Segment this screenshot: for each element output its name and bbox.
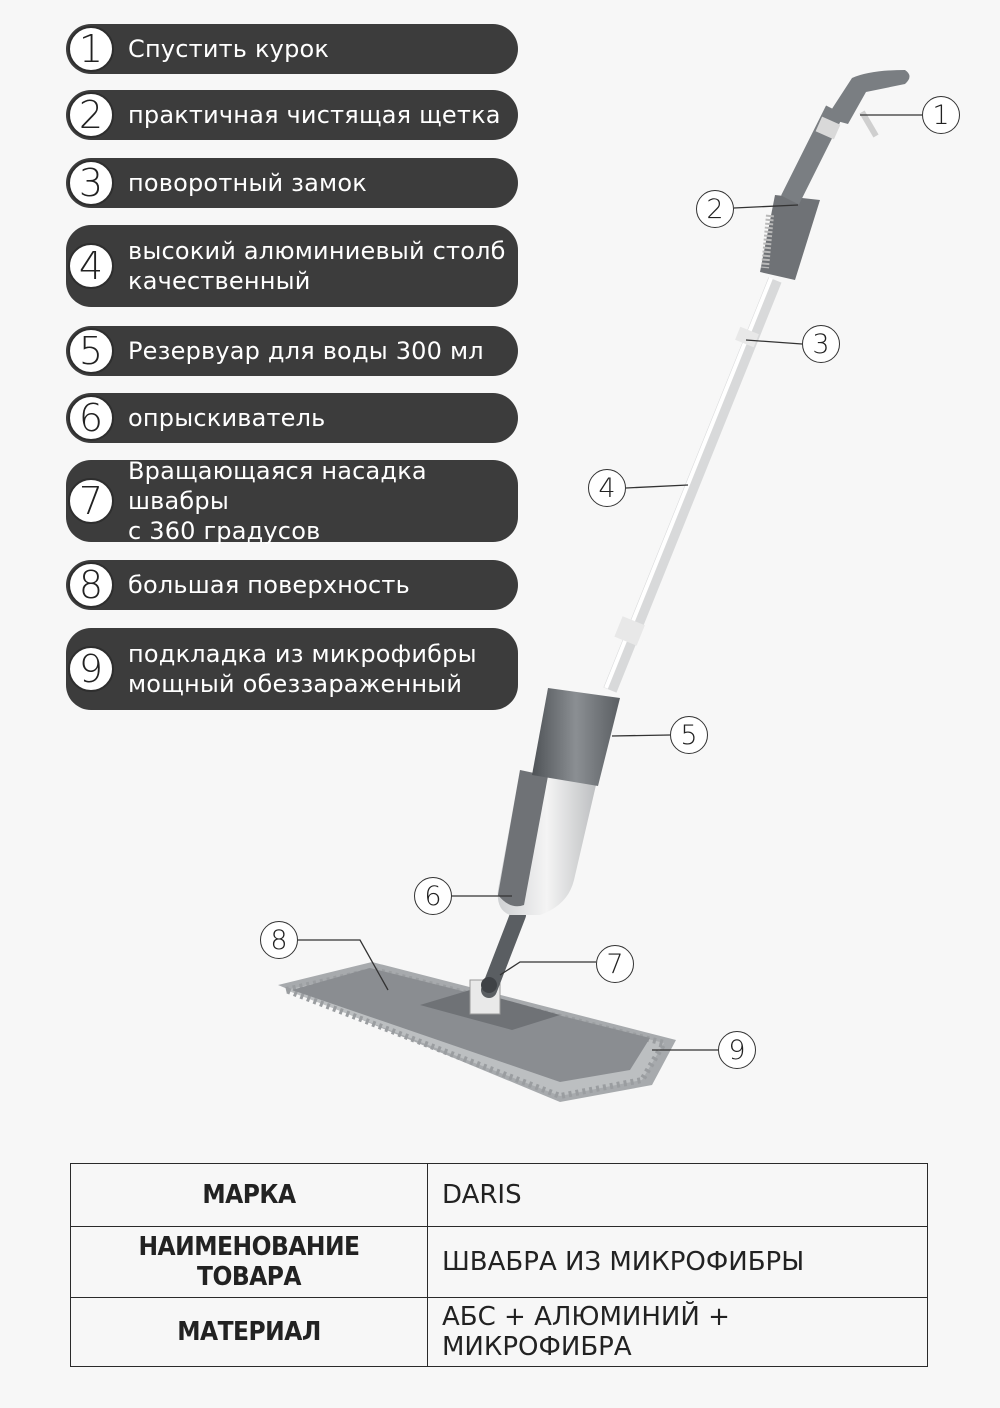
feature-line: опрыскиватель	[128, 404, 326, 432]
callout-3: 3	[802, 325, 840, 363]
feature-number-badge: 3	[68, 160, 114, 206]
feature-line: практичная чистящая щетка	[128, 101, 501, 129]
feature-number-badge: 9	[68, 646, 114, 692]
feature-line: Вращающаяся насадка швабры	[128, 457, 427, 515]
feature-line: Резервуар для воды 300 мл	[128, 337, 484, 365]
spec-label: МАРКА	[71, 1164, 428, 1227]
feature-number-badge: 8	[68, 562, 114, 608]
feature-number-badge: 6	[68, 395, 114, 441]
feature-line: поворотный замок	[128, 169, 367, 197]
feature-number-badge: 2	[68, 92, 114, 138]
callout-7: 7	[596, 945, 634, 983]
spec-table	[70, 1163, 928, 1367]
table-row	[71, 1227, 928, 1298]
feature-line: высокий алюминиевый столб	[128, 237, 506, 265]
callout-4: 4	[588, 469, 626, 507]
feature-line: большая поверхность	[128, 571, 410, 599]
feature-line: с 360 градусов	[128, 517, 321, 545]
feature-number-badge: 7	[68, 478, 114, 524]
spec-label: МАТЕРИАЛ	[71, 1298, 428, 1367]
callout-6: 6	[414, 877, 452, 915]
spec-value: АБС + АЛЮМИНИЙ + МИКРОФИБРА	[428, 1298, 928, 1367]
feature-line: качественный	[128, 267, 311, 295]
feature-number-badge: 1	[68, 26, 114, 72]
callout-2: 2	[696, 190, 734, 228]
table-row	[71, 1164, 928, 1227]
spec-value: ШВАБРА ИЗ МИКРОФИБРЫ	[428, 1227, 928, 1298]
callout-leader-lines	[298, 115, 922, 1050]
feature-number-badge: 4	[68, 243, 114, 289]
spec-value: DARIS	[428, 1164, 928, 1227]
callout-5: 5	[670, 716, 708, 754]
callout-1: 1	[922, 96, 960, 134]
feature-line: подкладка из микрофибры	[128, 640, 477, 668]
water-tank	[532, 688, 620, 786]
feature-line: Спустить курок	[128, 35, 330, 63]
spec-label: НАИМЕНОВАНИЕ ТОВАРА	[71, 1227, 428, 1298]
callout-8: 8	[260, 921, 298, 959]
feature-number-badge: 5	[68, 328, 114, 374]
callout-9: 9	[718, 1031, 756, 1069]
handle-grip	[826, 70, 910, 124]
table-row	[71, 1298, 928, 1367]
feature-line: мощный обеззараженный	[128, 670, 463, 698]
